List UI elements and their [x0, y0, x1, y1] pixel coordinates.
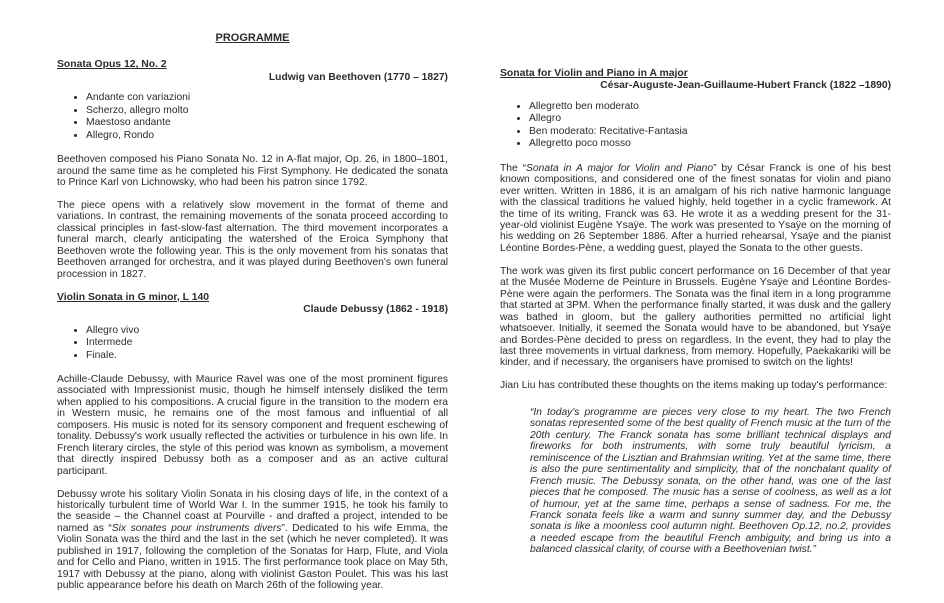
beethoven-paragraph-1: Beethoven composed his Piano Sonata No. 12 in A-flat major, Op. 26, in 1800–1801, around the same time as he completed his First Symphony. He dedicated the sonata to Prince Karl von Lichnowsky, who had been his patron since 1792. [57, 154, 448, 189]
contributor-line: Jian Liu has contributed these thoughts on the items making up today's performance: [500, 380, 888, 392]
debussy-composer: Claude Debussy (1862 - 1918) [303, 304, 448, 316]
franck-composer: César-Auguste-Jean-Guillaume-Hubert Franck (1822 –1890) [600, 80, 891, 92]
movement-item: • Intermede [86, 337, 448, 348]
movement-item: • Allegro [529, 113, 891, 124]
paragraph-text: ” by César Franck is one of his best known compositions, and considered one of the finest sonatas for violin and piano ever written. Written in 1886, it is an amalgam of his rich native harmonic language with the classical traditions he valued highly, held together in a cyclic framework. At the time of its writing, Franck was 63. He wrote it as a wedding present for the 31-year-old violinist Eugène Ysaÿe. The work was presented to Ysaÿe on the morning of his wedding on 26 September 1886. After a hurried rehearsal, Ysaÿe and the pianist Léontine Bordes-Pène, a wedding guest, played the Sonata to the other guests. [500, 162, 891, 254]
movement-item: • Allegretto ben moderato [529, 101, 891, 112]
work-title-italic: Six sonates pour instruments divers [111, 522, 282, 534]
beethoven-composer: Ludwig van Beethoven (1770 – 1827) [268, 71, 448, 83]
work-title-italic: Sonata in A major for Violin and Piano [526, 162, 714, 174]
left-column [57, 0, 448, 603]
paragraph-text: Debussy wrote his solitary Violin Sonata in his closing days of life, in the context of a historically turbulent time of World War I. In the summer 1915, he took his family to the seaside – the Channel coast at Pourville - and drafted a project, intended to be named as “ [57, 488, 448, 534]
debussy-paragraph-1: Achille-Claude Debussy, with Maurice Ravel was one of the most prominent figures associated with Impressionist music, though he himself intensely disliked the term when applied to his compositions. A crucial figure in the transition to the modern era in Western music, he remains one of the most famous and influential of all composers. His music is noted for its sensory component and frequent eschewing of tonality. Debussy's work usually reflected the activities or turbulence in his own life. In French literary circles, the style of this period was known as symbolism, a movement that directly inspired Debussy both as a composer and as an active cultural participant. [57, 373, 448, 477]
franck-paragraph-2: The work was given its first public concert performance on 16 December of that year at the Musée Moderne de Peinture in Brussels. Eugène Ysaÿe and Léontine Bordes-Pène were again the performers. The Sonata was the final item in a long programme that started at 3PM. When the performance finally started, it was dusk and the gallery was bathed in gloom, but the gallery authorities permitted no artificial light whatsoever. Initially, it seemed the Sonata would have to be abandoned, but Ysaÿe and Bordes-Pène decided to press on regardless. In the event, they had to play the last three movements in virtual darkness, from memory. Hopefully, Paekakariki will be kinder, and if necessary, the organisers have promised to switch on the lights! [500, 265, 891, 369]
page-title: PROGRAMME [215, 32, 290, 44]
debussy-movements [57, 325, 448, 361]
debussy-heading: Violin Sonata in G minor, L 140 [57, 291, 210, 303]
movement-item: • Allegro vivo [86, 325, 448, 336]
movement-item: • Andante con variazioni [86, 92, 448, 103]
franck-movements [500, 101, 891, 150]
section-beethoven [57, 59, 448, 280]
movement-item: • Finale. [86, 350, 448, 361]
section-franck [500, 68, 891, 369]
beethoven-paragraph-2: The piece opens with a relatively slow movement in the format of theme and variations. In contrast, the remaining movements of the sonata proceed according to classical principles in fast-slow-fast alternation. The third movement incorporates a funeral march, clearly anticipating the watershed of the Eroica Symphony that Beethoven wrote the following year. This is the only movement from his sonatas that Beethoven arranged for orchestra, and it was played during Beethoven's own funeral procession in 1827. [57, 200, 448, 280]
section-debussy [57, 292, 448, 592]
performer-quote: “In today's programme are pieces very close to my heart. The two French sonatas represented some of the best quality of French music at the turn of the 20th century. The Franck sonata has some brilliant technical displays and fireworks for both instruments, with some truly beautiful lyricism, a reminiscence of the Lisztian and Brahmsian writing. Yet at the same time, there is also the pure sentimentality and simplicity, that of the nonchalant quality of French music. The Debussy sonata, on the other hand, was one of the last pieces that he composed. The music has a sense of coolness, as well as a lot of humour, yet at the same time, perhaps a sense of sadness. For me, the Franck sonata feels like a warm and sunny summer day, and the Debussy sonata is like a moonless cool autumn night. Beethoven Op.12, no.2, provides a needed escape from the beautiful French ambiguity, and bring us into a balanced classical clarity, of course with a Beethovenian twist.” [530, 406, 891, 556]
paragraph-text: The “ [500, 162, 527, 174]
paragraph-text: ”. Dedicated to his wife Emma, the Violin Sonata was the third and the last in the set (which he never completed). It was published in 1917, following the completion of the Sonatas for Harp, Flute, and Viola and for Cello and Piano, written in 1915. The first performance took place on May 5th, 1917 with Debussy at the piano, along with violinist Gaston Poulet. This was his last public appearance before his death on March 26th of the following year. [57, 522, 449, 592]
right-column [500, 0, 891, 556]
beethoven-movements [57, 92, 448, 141]
movement-item: • Maestoso andante [86, 117, 448, 128]
franck-heading: Sonata for Violin and Piano in A major [500, 68, 688, 79]
movement-item: • Allegro, Rondo [86, 130, 448, 141]
debussy-paragraph-2 [57, 489, 448, 592]
movement-item: • Allegretto poco mosso [529, 138, 891, 149]
beethoven-heading: Sonata Opus 12, No. 2 [57, 59, 167, 71]
franck-paragraph-1 [500, 163, 891, 255]
movement-item: • Ben moderato: Recitative-Fantasia [529, 126, 891, 137]
movement-item: • Scherzo, allegro molto [86, 105, 448, 116]
